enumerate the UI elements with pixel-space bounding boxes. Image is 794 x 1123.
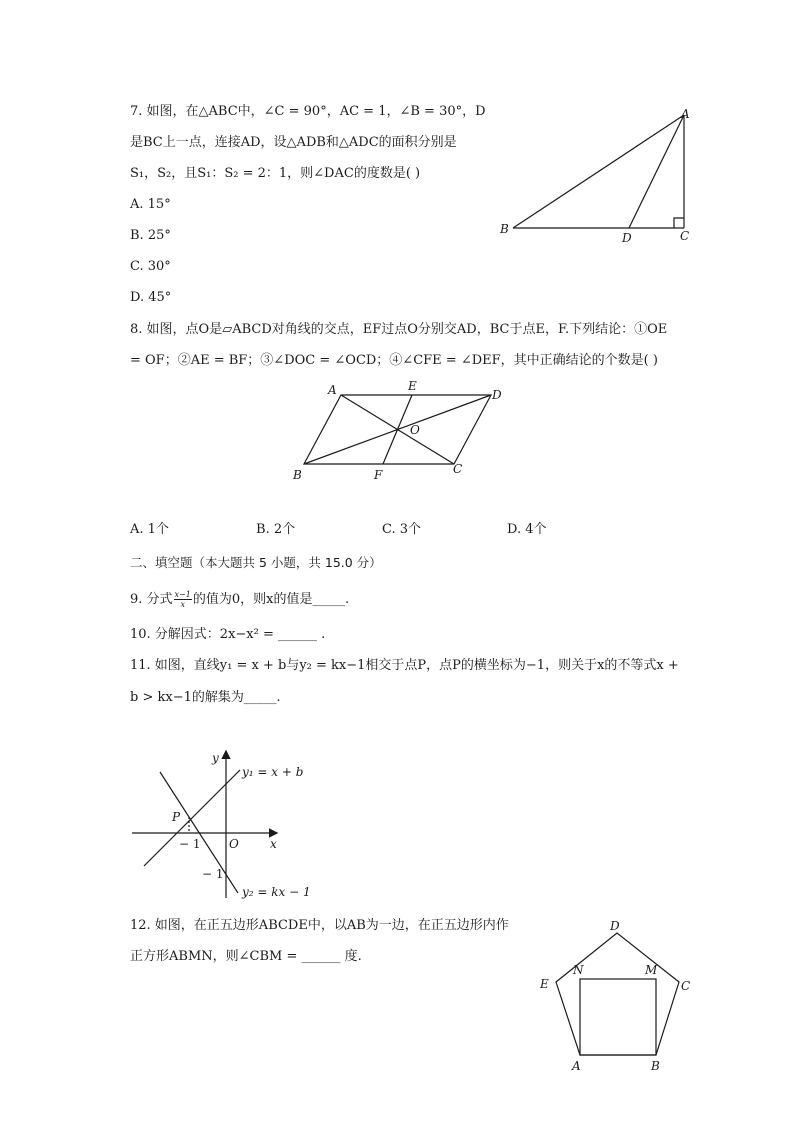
q12-line-1: 12. 如图，在正五边形ABCDE中，以AB为一边，在正五边形内作 [130, 918, 509, 933]
q8-option-a: A. 1个 [130, 522, 169, 537]
q11-point-p-label: P [172, 810, 181, 824]
q8-label-o: O [410, 423, 420, 437]
q8-label-e: E [408, 379, 417, 393]
q8-line-2: = OF；②AE = BF；③∠DOC = ∠OCD；④∠CFE = ∠DEF，其中正确结论的个数是( ) [130, 353, 658, 368]
q11-line-2-label: y₂ = kx − 1 [242, 885, 311, 899]
q11-line-1-label: y₁ = x + b [242, 765, 304, 779]
q7-label-b: B [500, 222, 509, 236]
q12-label-m: M [645, 963, 658, 977]
q8-label-d: D [492, 388, 502, 402]
q9-suffix: 的值为0，则x的值是_____. [192, 592, 350, 607]
q11-neg1-x-label: − 1 [179, 837, 201, 851]
q10-line: 10. 分解因式：2x−x² = ______ . [130, 627, 326, 642]
q7-label-c: C [680, 229, 690, 243]
q8-label-a: A [328, 383, 337, 397]
q8-label-f: F [374, 468, 383, 482]
q7-line-2: 是BC上一点，连接AD，设△ADB和△ADC的面积分别是 [130, 135, 457, 150]
q8-option-d: D. 4个 [507, 522, 547, 537]
q12-label-n: N [573, 963, 584, 977]
q12-label-c: C [681, 979, 691, 993]
q7-option-c: C. 30° [130, 259, 171, 274]
q9-prefix: 9. 分式 [130, 592, 173, 607]
q7-label-a: A [681, 107, 690, 121]
q8-label-b: B [293, 468, 302, 482]
q7-option-d: D. 45° [130, 290, 172, 305]
q11-neg1-y-label: − 1 [202, 867, 224, 881]
q8-line-1: 8. 如图，点O是▱ABCD对角线的交点，EF过点O分别交AD，BC于点E，F.下列结论：①OE [130, 322, 668, 337]
q12-label-d: D [610, 919, 620, 933]
q9-fraction-denominator: x [180, 600, 185, 609]
q11-y-axis-label: y [212, 751, 219, 765]
q7-line-3: S₁，S₂，且S₁：S₂ = 2：1，则∠DAC的度数是( ) [130, 166, 421, 181]
q7-label-d: D [622, 231, 632, 245]
section-2-title: 二、填空题（本大题共 5 小题，共 15.0 分） [130, 555, 382, 570]
q11-origin-label: O [229, 837, 239, 851]
q7-option-a: A. 15° [130, 197, 171, 212]
q11-x-axis-label: x [270, 837, 277, 851]
q8-label-c: C [453, 462, 463, 476]
q12-line-2: 正方形ABMN，则∠CBM = ______ 度. [130, 949, 362, 964]
q11-line-1: 11. 如图，直线y₁ = x + b与y₂ = kx−1相交于点P，点P的横坐标为−1，则关于x的不等式x + [130, 658, 679, 673]
q12-label-a: A [572, 1059, 581, 1073]
q11-line-2: b > kx−1的解集为_____. [130, 690, 281, 705]
q12-label-b: B [651, 1059, 660, 1073]
q7-option-b: B. 25° [130, 228, 171, 243]
q8-option-c: C. 3个 [382, 522, 422, 537]
q9-fraction-numerator: x−1 [174, 590, 191, 599]
q8-option-b: B. 2个 [256, 522, 296, 537]
q7-line-1: 7. 如图，在△ABC中，∠C = 90°，AC = 1，∠B = 30°，D [130, 104, 486, 119]
q12-label-e: E [540, 977, 549, 991]
